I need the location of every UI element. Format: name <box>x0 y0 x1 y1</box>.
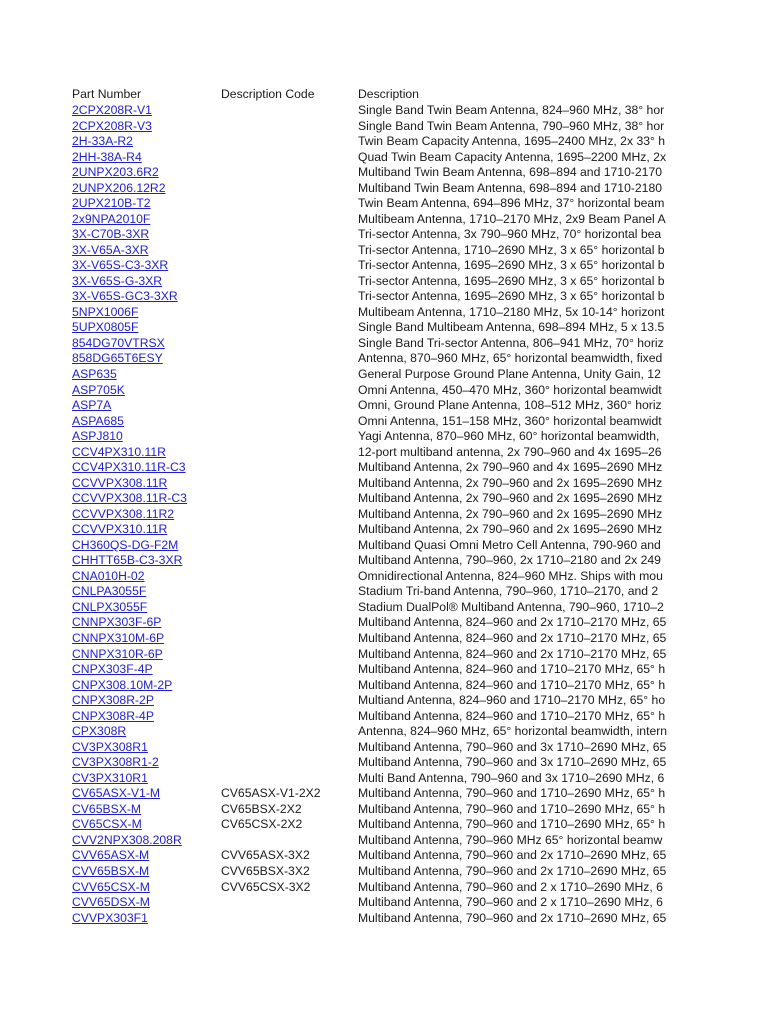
table-row <box>0 319 680 335</box>
description-cell: Antenna, 870–960 MHz, 65° horizontal beamwidth, fixed <box>358 351 663 366</box>
table-row <box>0 102 680 118</box>
table-row <box>0 770 680 786</box>
part-number-link[interactable]: 2CPX208R-V3 <box>72 118 152 133</box>
part-number-link[interactable]: CCVVPX308.11R-C3 <box>72 491 187 506</box>
header-description-code: Description Code <box>221 87 315 101</box>
description-code-cell: CVV65CSX-3X2 <box>221 879 311 894</box>
description-cell: Multiband Antenna, 790–960 and 1710–2690 MHz, 65° h <box>358 786 666 801</box>
table-row <box>0 739 680 755</box>
table-row <box>0 257 680 273</box>
table-row <box>0 490 680 506</box>
part-number-link[interactable]: 2HH-38A-R4 <box>72 149 142 164</box>
table-row <box>0 273 680 289</box>
part-number-link[interactable]: CVV65CSX-M <box>72 879 150 894</box>
table-row <box>0 195 680 211</box>
part-number-link[interactable]: 5NPX1006F <box>72 304 139 319</box>
table-row <box>0 164 680 180</box>
description-cell: Multiband Twin Beam Antenna, 698–894 and 1710-2180 <box>358 180 663 195</box>
description-cell: Multiband Antenna, 824–960 and 2x 1710–2170 MHz, 65 <box>358 646 667 661</box>
description-cell: Twin Beam Capacity Antenna, 1695–2400 MHz, 2x 33° h <box>358 134 666 149</box>
part-number-link[interactable]: CCVVPX308.11R <box>72 475 168 490</box>
description-cell: Multiband Antenna, 2x 790–960 and 2x 1695–2690 MHz <box>358 522 663 537</box>
table-row <box>0 801 680 817</box>
description-cell: Multiband Antenna, 790–960 and 2x 1710–2690 MHz, 65 <box>358 863 667 878</box>
description-cell: Multiband Antenna, 790–960 and 3x 1710–2690 MHz, 65 <box>358 739 667 754</box>
description-cell: Multiband Antenna, 824–960 and 1710–2170 MHz, 65° h <box>358 708 666 723</box>
description-cell: Multiband Antenna, 790–960 and 2 x 1710–2690 MHz, 6 <box>358 895 663 910</box>
description-cell: Multiband Antenna, 2x 790–960 and 2x 1695–2690 MHz <box>358 491 663 506</box>
description-cell: Twin Beam Antenna, 694–896 MHz, 37° horizontal beam <box>358 196 665 211</box>
part-number-link[interactable]: 2H-33A-R2 <box>72 134 133 149</box>
description-code-cell: CV65CSX-2X2 <box>221 817 303 832</box>
table-row <box>0 288 680 304</box>
description-cell: Multiband Antenna, 2x 790–960 and 4x 1695–2690 MHz <box>358 460 663 475</box>
description-cell: Single Band Tri-sector Antenna, 806–941 MHz, 70° horiz <box>358 335 664 350</box>
table-row <box>0 692 680 708</box>
table-row <box>0 552 680 568</box>
description-cell: Multiband Antenna, 790–960 and 3x 1710–2690 MHz, 65 <box>358 755 667 770</box>
description-cell: Multiand Antenna, 824–960 and 1710–2170 MHz, 65° ho <box>358 693 666 708</box>
table-row <box>0 661 680 677</box>
table-row <box>0 723 680 739</box>
part-number-link[interactable]: CNNPX303F-6P <box>72 615 162 630</box>
part-number-link[interactable]: CHHTT65B-C3-3XR <box>72 553 183 568</box>
part-number-link[interactable]: ASPA685 <box>72 413 124 428</box>
description-cell: Multiband Antenna, 790–960 and 1710–2690 MHz, 65° h <box>358 817 666 832</box>
table-row <box>0 583 680 599</box>
part-number-link[interactable]: CVV65DSX-M <box>72 895 150 910</box>
part-number-link[interactable]: 2UNPX203.6R2 <box>72 165 159 180</box>
part-number-link[interactable]: CCVVPX310.11R <box>72 522 168 537</box>
part-number-link[interactable]: CV65CSX-M <box>72 817 142 832</box>
part-number-link[interactable]: ASP705K <box>72 382 125 397</box>
description-cell: Multiband Antenna, 824–960 and 1710–2170 MHz, 65° h <box>358 677 666 692</box>
table-row <box>0 397 680 413</box>
description-cell: Multiband Antenna, 790–960 and 2x 1710–2690 MHz, 65 <box>358 848 667 863</box>
header-part-number: Part Number <box>72 87 142 101</box>
description-cell: Multiband Antenna, 2x 790–960 and 2x 1695–2690 MHz <box>358 506 663 521</box>
table-row <box>0 894 680 910</box>
part-number-link[interactable]: CV3PX308R1 <box>72 739 148 754</box>
part-number-link[interactable]: CV3PX308R1-2 <box>72 755 159 770</box>
description-cell: Multiband Quasi Omni Metro Cell Antenna, 790-960 and <box>358 537 661 552</box>
part-number-link[interactable]: CCV4PX310.11R-C3 <box>72 460 186 475</box>
part-number-link[interactable]: 3X-V65S-GC3-3XR <box>72 289 178 304</box>
table-row <box>0 335 680 351</box>
table-row <box>0 785 680 801</box>
table-row <box>0 304 680 320</box>
description-cell: Omni Antenna, 450–470 MHz, 360° horizontal beamwidt <box>358 382 662 397</box>
description-cell: Multiband Antenna, 2x 790–960 and 2x 1695–2690 MHz <box>358 475 663 490</box>
table-row <box>0 350 680 366</box>
part-number-link[interactable]: CNPX308R-4P <box>72 708 154 723</box>
table-row <box>0 708 680 724</box>
description-cell: Multiband Antenna, 824–960 and 2x 1710–2170 MHz, 65 <box>358 615 667 630</box>
table-row <box>0 506 680 522</box>
table-row <box>0 242 680 258</box>
description-code-cell: CVV65ASX-3X2 <box>221 848 310 863</box>
table-row <box>0 413 680 429</box>
part-number-link[interactable]: CNPX308R-2P <box>72 693 154 708</box>
part-number-link[interactable]: CVV65ASX-M <box>72 848 150 863</box>
part-number-link[interactable]: CNLPA3055F <box>72 584 147 599</box>
table-row <box>0 537 680 553</box>
table-row <box>0 599 680 615</box>
table-row <box>0 863 680 879</box>
description-cell: Single Band Twin Beam Antenna, 824–960 MHz, 38° hor <box>358 103 665 117</box>
part-number-link[interactable]: ASP7A <box>72 398 112 413</box>
description-cell: Multiband Twin Beam Antenna, 698–894 and 1710-2170 <box>358 165 663 180</box>
description-cell: Multiband Antenna, 790–960 and 2 x 1710–2690 MHz, 6 <box>358 879 663 894</box>
table-row <box>0 211 680 227</box>
description-cell: Omni, Ground Plane Antenna, 108–512 MHz, 360° horiz <box>358 398 662 413</box>
part-number-link[interactable]: 2UNPX206.12R2 <box>72 180 166 195</box>
description-cell: Multiband Antenna, 790–960 and 2x 1710–2690 MHz, 65 <box>358 910 667 925</box>
part-number-link[interactable]: ASPJ810 <box>72 429 123 444</box>
table-row <box>0 382 680 398</box>
part-number-link[interactable]: 854DG70VTRSX <box>72 335 165 350</box>
part-number-link[interactable]: CNLPX3055F <box>72 599 148 614</box>
description-cell: Tri-sector Antenna, 1710–2690 MHz, 3 x 65° horizontal b <box>358 242 665 257</box>
table-row <box>0 910 680 926</box>
part-number-link[interactable]: CVVPX303F1 <box>72 910 148 925</box>
part-number-link[interactable]: CPX308R <box>72 724 127 739</box>
table-row <box>0 475 680 491</box>
description-cell: Omnidirectional Antenna, 824–960 MHz. Ships with mou <box>358 568 663 583</box>
description-code-cell: CV65BSX-2X2 <box>221 801 302 816</box>
part-number-link[interactable]: 3X-V65A-3XR <box>72 242 149 257</box>
part-number-link[interactable]: CNPX303F-4P <box>72 662 153 677</box>
description-cell: Multiband Antenna, 790–960 MHz 65° horizontal beamw <box>358 832 663 847</box>
table-row <box>0 847 680 863</box>
description-code-cell: CVV65BSX-3X2 <box>221 863 310 878</box>
table-row <box>0 677 680 693</box>
table-row <box>0 521 680 537</box>
part-number-link[interactable]: CCVVPX308.11R2 <box>72 506 175 521</box>
table-row <box>0 366 680 382</box>
part-number-link[interactable]: 2x9NPA2010F <box>72 211 151 226</box>
description-cell: Multiband Antenna, 824–960 and 2x 1710–2170 MHz, 65 <box>358 631 667 646</box>
header-row <box>0 86 680 102</box>
part-number-link[interactable]: CV65ASX-V1-M <box>72 786 161 801</box>
part-number-link[interactable]: 3X-V65S-G-3XR <box>72 273 163 288</box>
table-row <box>0 816 680 832</box>
part-number-link[interactable]: 3X-C70B-3XR <box>72 227 150 242</box>
table-row <box>0 459 680 475</box>
part-number-link[interactable]: CVV65BSX-M <box>72 863 150 878</box>
part-number-link[interactable]: CNA010H-02 <box>72 568 145 583</box>
part-number-link[interactable]: CV3PX310R1 <box>72 770 148 785</box>
description-cell: General Purpose Ground Plane Antenna, Unity Gain, 12 <box>358 367 661 381</box>
part-number-link[interactable]: CH360QS-DG-F2M <box>72 537 179 552</box>
description-cell: Antenna, 824–960 MHz, 65° horizontal beamwidth, intern <box>358 724 668 739</box>
description-cell: Multibeam Antenna, 1710–2180 MHz, 5x 10-14° horizont <box>358 304 665 319</box>
part-number-link[interactable]: ASP635 <box>72 367 117 381</box>
table-row <box>0 118 680 134</box>
description-cell: Tri-sector Antenna, 3x 790–960 MHz, 70° horizontal bea <box>358 227 662 242</box>
description-cell: Tri-sector Antenna, 1695–2690 MHz, 3 x 65° horizontal b <box>358 289 665 304</box>
description-cell: Omni Antenna, 151–158 MHz, 360° horizontal beamwidt <box>358 413 662 428</box>
part-number-link[interactable]: 3X-V65S-C3-3XR <box>72 258 169 273</box>
part-number-link[interactable]: CNNPX310R-6P <box>72 646 163 661</box>
table-row <box>0 226 680 242</box>
table-row <box>0 614 680 630</box>
table-row <box>0 180 680 196</box>
description-cell: Single Band Multibeam Antenna, 698–894 MHz, 5 x 13.5 <box>358 320 665 335</box>
description-cell: 12-port multiband antenna, 2x 790–960 and 4x 1695–26 <box>358 444 662 459</box>
description-cell: Multiband Antenna, 790–960, 2x 1710–2180 and 2x 249 <box>358 553 661 568</box>
part-number-link[interactable]: 2UPX210B-T2 <box>72 196 151 211</box>
description-cell: Multibeam Antenna, 1710–2170 MHz, 2x9 Beam Panel A <box>358 211 666 226</box>
table-row <box>0 832 680 848</box>
part-number-link[interactable]: 5UPX0805F <box>72 320 139 335</box>
table-row <box>0 444 680 460</box>
description-cell: Multiband Antenna, 824–960 and 1710–2170 MHz, 65° h <box>358 662 666 677</box>
description-code-cell: CV65ASX-V1-2X2 <box>221 786 321 801</box>
part-number-link[interactable]: CV65BSX-M <box>72 801 142 816</box>
description-cell: Multiband Antenna, 790–960 and 1710–2690 MHz, 65° h <box>358 801 666 816</box>
part-number-link[interactable]: CNNPX310M-6P <box>72 631 165 646</box>
description-cell: Stadium Tri-band Antenna, 790–960, 1710–2170, and 2 <box>358 584 659 599</box>
part-number-link[interactable]: 2CPX208R-V1 <box>72 103 152 117</box>
description-cell: Tri-sector Antenna, 1695–2690 MHz, 3 x 65° horizontal b <box>358 273 665 288</box>
table-row <box>0 149 680 165</box>
table-row <box>0 646 680 662</box>
part-number-link[interactable]: CCV4PX310.11R <box>72 444 166 459</box>
part-number-link[interactable]: CNPX308.10M-2P <box>72 677 173 692</box>
part-number-link[interactable]: CVV2NPX308.208R <box>72 832 182 847</box>
description-cell: Multi Band Antenna, 790–960 and 3x 1710–2690 MHz, 6 <box>358 770 665 785</box>
part-number-link[interactable]: 858DG65T6ESY <box>72 351 163 366</box>
table-row <box>0 754 680 770</box>
description-cell: Quad Twin Beam Capacity Antenna, 1695–2200 MHz, 2x <box>358 149 667 164</box>
table-row <box>0 428 680 444</box>
table-row <box>0 879 680 895</box>
table-row <box>0 568 680 584</box>
table-row <box>0 630 680 646</box>
table-row <box>0 133 680 149</box>
description-cell: Yagi Antenna, 870–960 MHz, 60° horizontal beamwidth, <box>358 429 660 444</box>
description-cell: Tri-sector Antenna, 1695–2690 MHz, 3 x 65° horizontal b <box>358 258 665 273</box>
description-cell: Single Band Twin Beam Antenna, 790–960 MHz, 38° hor <box>358 118 665 133</box>
description-cell: Stadium DualPol® Multiband Antenna, 790–960, 1710–2 <box>358 599 664 614</box>
header-description: Description <box>358 87 419 101</box>
